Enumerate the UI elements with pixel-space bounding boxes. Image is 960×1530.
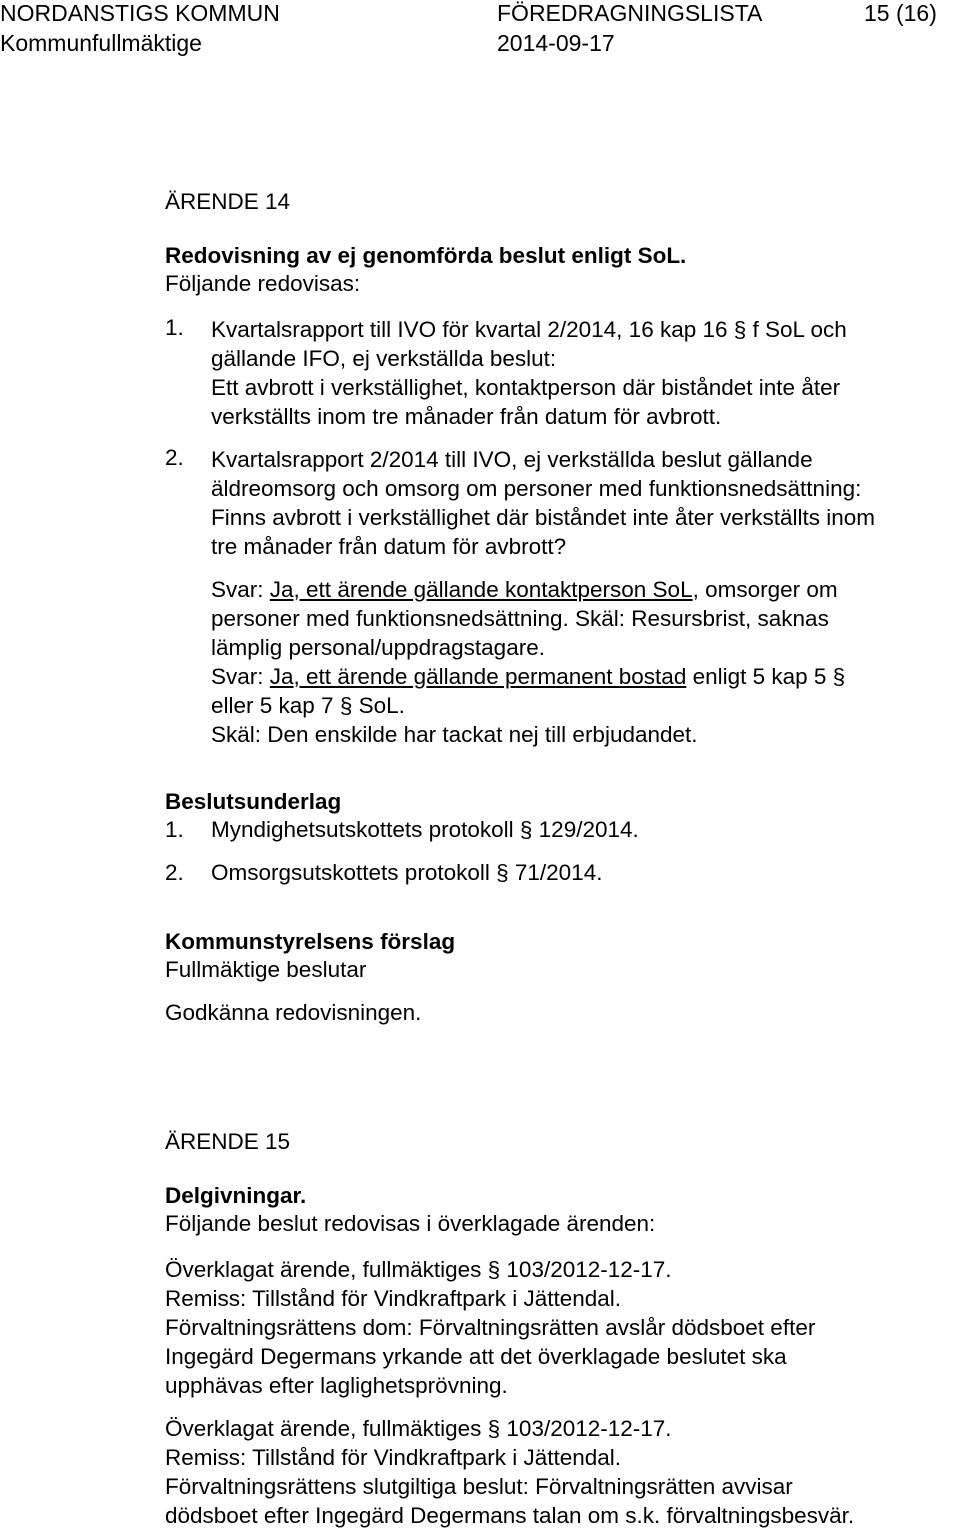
header-doc-type: FÖREDRAGNINGSLISTA <box>497 0 763 26</box>
item-2-line-2: äldreomsorg och omsorg om personer med funktionsnedsättning: <box>211 476 862 501</box>
beslutsunderlag-item-1: Myndighetsutskottets protokoll § 129/2014. <box>211 817 639 842</box>
header-org: NORDANSTIGS KOMMUN <box>0 0 280 26</box>
item-2-line-3: Finns avbrott i verkställighet där biståndet inte åter verkställts inom <box>211 505 876 530</box>
forslag-subheading: Fullmäktige beslutar <box>165 957 367 982</box>
item-1-number: 1. <box>165 315 184 340</box>
arende-15-intro: Följande beslut redovisas i överklagade ärenden: <box>165 1211 656 1236</box>
svar-1-prefix: Svar: <box>211 577 270 602</box>
svar-2-line-1 <box>211 662 845 691</box>
item-2-line-4: tre månader från datum för avbrott? <box>211 534 567 559</box>
beslutsunderlag-heading: Beslutsunderlag <box>165 789 342 814</box>
block-2-line-2: Remiss: Tillstånd för Vindkraftpark i Jättendal. <box>165 1445 622 1470</box>
header-page-number: 15 (16) <box>864 0 937 26</box>
header-body: Kommunfullmäktige <box>0 30 202 56</box>
item-2-line-1: Kvartalsrapport 2/2014 till IVO, ej verkställda beslut gällande <box>211 447 813 472</box>
block-1-line-3: Förvaltningsrättens dom: Förvaltningsrätten avslår dödsboet efter <box>165 1315 816 1340</box>
arende-14-title: Redovisning av ej genomförda beslut enligt SoL. <box>165 243 687 268</box>
arende-15-heading: ÄRENDE 15 <box>165 1129 291 1154</box>
block-2-line-4: dödsboet efter Ingegärd Degermans talan om s.k. förvaltningsbesvär. <box>165 1503 855 1528</box>
arende-14-heading: ÄRENDE 14 <box>165 189 291 214</box>
item-1-line-3: Ett avbrott i verkställighet, kontaktperson där biståndet inte åter <box>211 375 841 400</box>
block-2-line-3: Förvaltningsrättens slutgiltiga beslut: Förvaltningsrätten avvisar <box>165 1474 793 1499</box>
header-date: 2014-09-17 <box>497 30 615 56</box>
block-1-line-4: Ingegärd Degermans yrkande att det överklagade beslutet ska <box>165 1344 787 1369</box>
svar-1-rest: , omsorger om <box>692 577 838 602</box>
svar-2-line-3: Skäl: Den enskilde har tackat nej till erbjudandet. <box>211 722 698 747</box>
arende-15-title: Delgivningar. <box>165 1183 307 1208</box>
svar-1-line-1 <box>211 575 838 604</box>
item-2-number: 2. <box>165 445 184 470</box>
arende-14-intro: Följande redovisas: <box>165 271 361 296</box>
svar-1-line-2: personer med funktionsnedsättning. Skäl: Resursbrist, saknas <box>211 606 829 631</box>
beslutsunderlag-item-1-number: 1. <box>165 817 184 842</box>
beslutsunderlag-item-2-number: 2. <box>165 860 184 885</box>
block-2-line-1: Överklagat ärende, fullmäktiges § 103/2012-12-17. <box>165 1416 672 1441</box>
block-1-line-1: Överklagat ärende, fullmäktiges § 103/2012-12-17. <box>165 1257 672 1282</box>
svar-1-line-3: lämplig personal/uppdragstagare. <box>211 635 545 660</box>
svar-2-rest: enligt 5 kap 5 § <box>686 664 846 689</box>
beslutsunderlag-item-2: Omsorgsutskottets protokoll § 71/2014. <box>211 860 603 885</box>
forslag-heading: Kommunstyrelsens förslag <box>165 929 456 954</box>
svar-2-underlined: Ja, ett ärende gällande permanent bostad <box>269 664 687 689</box>
item-1-line-4: verkställts inom tre månader från datum för avbrott. <box>211 404 722 429</box>
block-1-line-5: upphävas efter laglighetsprövning. <box>165 1373 508 1398</box>
svar-2-line-2: eller 5 kap 7 § SoL. <box>211 693 405 718</box>
forslag-decision: Godkänna redovisningen. <box>165 1000 422 1025</box>
item-1-line-2: gällande IFO, ej verkställda beslut: <box>211 346 557 371</box>
svar-2-prefix: Svar: <box>211 664 270 689</box>
svar-1-underlined: Ja, ett ärende gällande kontaktperson SoL <box>269 577 693 602</box>
item-1-line-1: Kvartalsrapport till IVO för kvartal 2/2014, 16 kap 16 § f SoL och <box>211 317 847 342</box>
block-1-line-2: Remiss: Tillstånd för Vindkraftpark i Jättendal. <box>165 1286 622 1311</box>
